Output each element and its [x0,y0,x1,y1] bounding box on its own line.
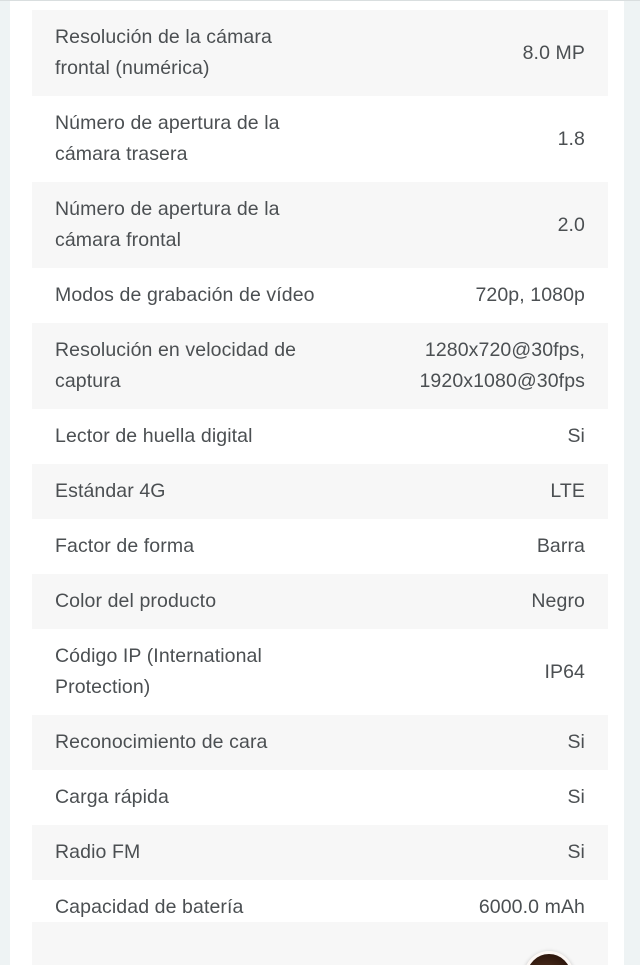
spec-row-partial [32,922,608,965]
spec-value: 1280x720@30fps, 1920x1080@30fps [419,339,585,392]
spec-row-reconocimiento-cara [32,715,608,770]
spec-label: Radio FM [55,841,141,863]
spec-row-modos-grabacion [32,268,608,323]
spec-row-resolucion-velocidad-captura [32,323,608,409]
spec-table [32,10,608,965]
spec-label: Número de apertura de la cámara trasera [55,112,280,165]
spec-row-carga-rapida [32,770,608,825]
spec-label: Reconocimiento de cara [55,731,268,753]
spec-value: 6000.0 mAh [478,895,585,918]
spec-row-resolucion-camara-frontal [32,10,608,96]
spec-value: Negro [531,590,585,612]
spec-label: Lector de huella digital [55,425,253,447]
spec-label: Factor de forma [55,535,195,557]
spec-value: IP64 [544,660,585,683]
spec-label: Número de apertura de la cámara frontal [55,198,280,251]
spec-label: Resolución de la cámara frontal (numérica) [55,26,272,79]
spec-row-factor-forma [32,519,608,574]
spec-label: Capacidad de batería [55,895,244,918]
spec-label: Código IP (International Protection) [55,645,262,698]
spec-value: 1.8 [557,127,585,150]
spec-row-apertura-trasera [32,96,608,182]
spec-row-color-producto [32,574,608,629]
spec-label: Resolución en velocidad de captura [55,339,297,392]
spec-value: LTE [550,480,585,502]
spec-value: 2.0 [557,213,585,236]
spec-value: Barra [536,535,585,557]
spec-row-codigo-ip [32,629,608,715]
spec-label: Modos de grabación de vídeo [55,284,315,306]
spec-value: Si [567,731,585,753]
spec-row-apertura-frontal [32,182,608,268]
spec-label: Color del producto [55,590,217,612]
product-specs-panel [10,0,624,965]
spec-label: Estándar 4G [55,480,166,502]
spec-row-radio-fm [32,825,608,880]
spec-value: Si [567,841,585,863]
spec-value: 8.0 MP [522,41,585,64]
spec-value: Si [567,425,585,447]
spec-row-estandar-4g [32,464,608,519]
top-divider [0,0,640,1]
spec-row-capacidad-bateria [32,880,608,922]
spec-row-lector-huella [32,409,608,464]
spec-value: 720p, 1080p [475,284,585,306]
spec-label: Carga rápida [55,786,169,808]
spec-value: Si [567,786,585,808]
